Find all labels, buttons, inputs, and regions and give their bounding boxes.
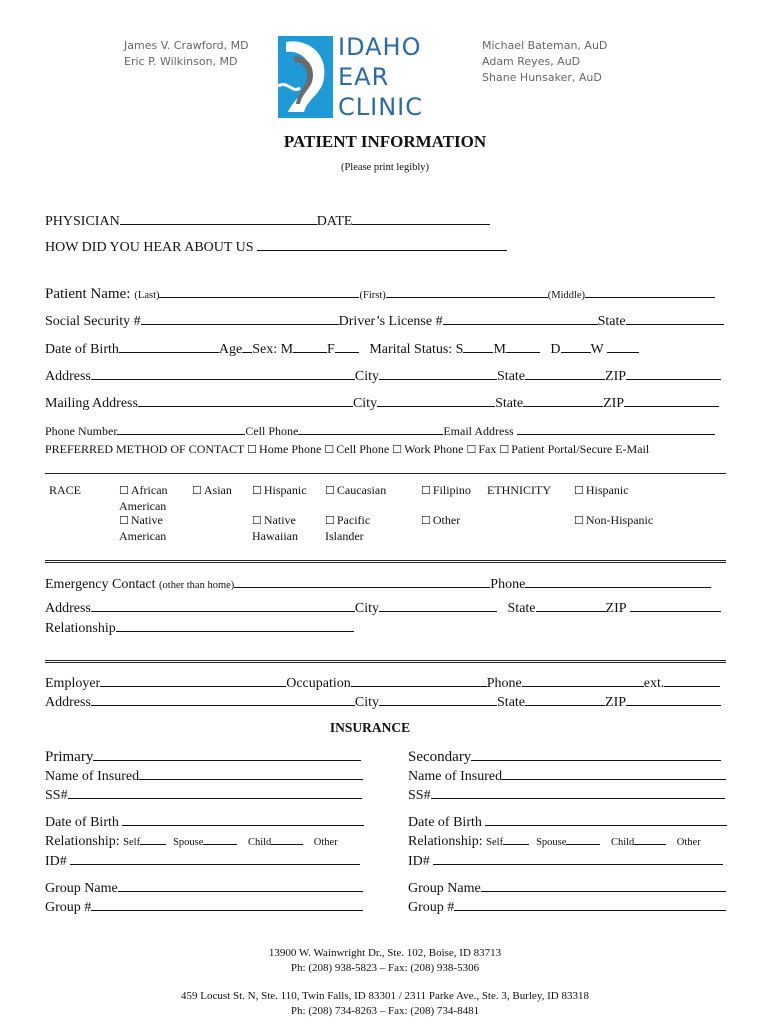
checkbox-icon: ☐ — [119, 485, 129, 497]
checkbox-fax[interactable]: ☐ — [466, 444, 477, 456]
race-option-african-american[interactable] — [119, 483, 189, 514]
employer-phone-field[interactable] — [522, 674, 644, 687]
mailing-label: Mailing Address — [45, 396, 138, 411]
sex-label: Sex: M — [252, 342, 294, 357]
emergency-address-field[interactable] — [91, 599, 355, 612]
zip-label: ZIP — [605, 369, 627, 384]
relationship-label: Relationship — [45, 621, 116, 636]
checkbox-portal[interactable]: ☐ — [499, 444, 510, 456]
child-label: Child — [610, 837, 635, 848]
dob-label: Date of Birth — [45, 815, 119, 830]
emergency-zip-label: ZIP — [605, 601, 626, 616]
ethnicity-option-label: Hispanic — [585, 483, 629, 497]
marital-w-field[interactable] — [607, 340, 639, 353]
emergency-state-field[interactable] — [536, 599, 606, 612]
checkbox-icon: ☐ — [252, 515, 262, 527]
date-field[interactable] — [352, 212, 490, 225]
race-option-label: African American — [119, 483, 168, 513]
dob-label: Date of Birth — [45, 342, 119, 357]
race-option-label: Hispanic — [263, 483, 307, 497]
marital-d-label: D — [550, 342, 561, 357]
other-label: Other — [313, 837, 338, 848]
employer-city-label: City — [354, 695, 380, 710]
primary-dob-field[interactable] — [122, 813, 364, 826]
secondary-self-field[interactable] — [503, 832, 529, 845]
race-option-label: Asian — [203, 483, 232, 497]
secondary-child-field[interactable] — [634, 832, 666, 845]
race-option-other[interactable] — [421, 513, 460, 529]
employer-label: Employer — [45, 676, 101, 691]
emergency-row — [45, 575, 711, 593]
secondary-field[interactable] — [471, 748, 721, 761]
mailing-city-field[interactable] — [377, 394, 495, 407]
dl-field[interactable] — [443, 312, 598, 325]
emergency-zip-field[interactable] — [630, 599, 721, 612]
secondary-label: Secondary — [408, 749, 472, 765]
primary-insurance — [45, 748, 364, 917]
audiologist-name: Adam Reyes, AuD — [482, 55, 581, 68]
emergency-city-label: City — [354, 601, 380, 616]
dl-label: Driver’s License # — [338, 314, 443, 329]
city-label: City — [354, 369, 380, 384]
emergency-state-label: State — [507, 601, 536, 616]
ethnicity-option-non-hispanic[interactable] — [574, 513, 653, 529]
phone-row — [45, 422, 715, 439]
group-no-label: Group # — [408, 900, 455, 915]
group-name-label: Group Name — [408, 881, 481, 896]
dob-label: Date of Birth — [408, 815, 482, 830]
middle-name-field[interactable] — [585, 285, 715, 298]
sex-f-label: F — [327, 342, 335, 357]
race-option-filipino[interactable] — [421, 483, 471, 499]
marital-m-label: M — [493, 342, 506, 357]
ss-label: SS# — [408, 788, 431, 803]
hear-label: HOW DID YOU HEAR ABOUT US — [45, 240, 254, 255]
primary-field[interactable] — [93, 748, 361, 761]
checkbox-icon: ☐ — [574, 515, 584, 527]
race-option-native-american[interactable] — [119, 513, 189, 544]
address-label: Address — [45, 369, 91, 384]
emergency-phone-field[interactable] — [525, 575, 711, 588]
divider — [45, 560, 726, 563]
group-name-label: Group Name — [45, 881, 118, 896]
mailing-zip-field[interactable] — [624, 394, 719, 407]
secondary-group-no-field[interactable] — [454, 898, 726, 911]
insured-label: Name of Insured — [408, 769, 503, 784]
age-label: Age — [218, 342, 243, 357]
contact-option: Home Phone — [259, 442, 322, 456]
checkbox-icon: ☐ — [325, 485, 335, 497]
patient-name-row — [45, 285, 715, 303]
checkbox-home[interactable]: ☐ — [247, 444, 258, 456]
footer-address: 13900 W. Wainwright Dr., Ste. 102, Boise, ID 83713 — [268, 947, 502, 959]
sex-f-field[interactable] — [335, 340, 359, 353]
mailing-state-label: State — [495, 396, 524, 411]
patient-name-label: Patient Name: — [45, 286, 131, 302]
ext-field[interactable] — [664, 674, 720, 687]
contact-option: Patient Portal/Secure E-Mail — [511, 442, 650, 456]
physician-field[interactable] — [120, 212, 317, 225]
self-label: Self — [486, 837, 504, 848]
primary-label: Primary — [45, 749, 94, 765]
race-option-hispanic[interactable] — [252, 483, 307, 499]
footer-phone: Ph: (208) 734-8263 – Fax: (208) 734-8481 — [290, 1005, 480, 1017]
race-option-caucasian[interactable] — [325, 483, 386, 499]
phone-field[interactable] — [117, 422, 245, 435]
phone-label: Phone Number — [45, 424, 118, 438]
race-option-label: Native Hawaiian — [252, 513, 298, 543]
mailing-row — [45, 394, 719, 412]
checkbox-cell[interactable]: ☐ — [324, 444, 335, 456]
primary-child-field[interactable] — [271, 832, 303, 845]
race-option-label: Pacific Islander — [325, 513, 371, 543]
employer-address-row — [45, 693, 721, 711]
id-label: ID# — [45, 854, 67, 869]
group-no-label: Group # — [45, 900, 92, 915]
checkbox-icon: ☐ — [252, 485, 262, 497]
employer-address-field[interactable] — [91, 693, 355, 706]
employer-state-field[interactable] — [525, 693, 605, 706]
relationship-label: Relationship: — [408, 834, 483, 849]
physician-row — [45, 212, 490, 230]
relationship-label: Relationship: — [45, 834, 120, 849]
checkbox-icon: ☐ — [325, 515, 335, 527]
emergency-address-label: Address — [45, 601, 91, 616]
dob-field[interactable] — [119, 340, 219, 353]
footer-twin-falls — [0, 989, 770, 1019]
primary-self-field[interactable] — [140, 832, 166, 845]
divider — [45, 473, 726, 474]
footer-phone: Ph: (208) 938-5823 – Fax: (208) 938-5306 — [290, 962, 480, 974]
emergency-note: (other than home) — [159, 580, 235, 591]
checkbox-work[interactable]: ☐ — [392, 444, 403, 456]
occupation-field[interactable] — [351, 674, 487, 687]
spouse-label: Spouse — [173, 837, 204, 848]
employer-zip-field[interactable] — [626, 693, 721, 706]
clinic-logo-icon — [278, 36, 333, 118]
primary-id-field[interactable] — [70, 852, 360, 865]
secondary-insured-field[interactable] — [502, 767, 726, 780]
email-field[interactable] — [517, 422, 715, 435]
employer-state-label: State — [497, 695, 526, 710]
race-option-label: Other — [432, 513, 461, 527]
physicians-right — [482, 38, 607, 86]
secondary-group-name-field[interactable] — [481, 879, 726, 892]
ss-label: SS# — [45, 788, 68, 803]
mailing-field[interactable] — [138, 394, 353, 407]
logo-word-2: EAR — [338, 63, 390, 91]
race-option-native-hawaiian[interactable] — [252, 513, 314, 544]
secondary-dob-field[interactable] — [485, 813, 727, 826]
cell-label: Cell Phone — [245, 424, 299, 438]
ext-label: ext. — [643, 676, 665, 691]
footer-address: 459 Locust St. N, Ste. 110, Twin Falls, ID 83301 / 2311 Parke Ave., Ste. 3, Burley, ID 83318 — [181, 990, 589, 1002]
mailing-zip-label: ZIP — [603, 396, 625, 411]
secondary-spouse-field[interactable] — [566, 832, 600, 845]
child-label: Child — [247, 837, 272, 848]
insured-label: Name of Insured — [45, 769, 140, 784]
mailing-city-label: City — [352, 396, 378, 411]
insurance-title: INSURANCE — [329, 720, 411, 735]
ethnicity-option-hispanic[interactable] — [574, 483, 629, 499]
state-field[interactable] — [525, 367, 605, 380]
secondary-ss-field[interactable] — [431, 786, 725, 799]
race-option-pacific-islander[interactable] — [325, 513, 385, 544]
audiologist-name: Michael Bateman, AuD — [482, 39, 608, 52]
emergency-city-field[interactable] — [379, 599, 497, 612]
marital-s-field[interactable] — [463, 340, 493, 353]
hear-field[interactable] — [257, 238, 507, 251]
checkbox-icon: ☐ — [421, 485, 431, 497]
preferred-contact-row — [45, 442, 649, 457]
ethnicity-label: ETHNICITY — [487, 483, 551, 497]
audiologist-name: Shane Hunsaker, AuD — [482, 71, 602, 84]
spouse-label: Spouse — [536, 837, 567, 848]
primary-insured-field[interactable] — [139, 767, 363, 780]
relationship-row — [45, 619, 354, 637]
secondary-insurance — [408, 748, 727, 917]
primary-group-no-field[interactable] — [91, 898, 363, 911]
last-label: (Last) — [134, 290, 160, 301]
logo-word-1: IDAHO — [338, 33, 422, 61]
primary-ss-field[interactable] — [68, 786, 362, 799]
ssn-row — [45, 312, 724, 330]
date-label: DATE — [316, 214, 353, 229]
email-label: Email Address — [443, 424, 514, 438]
checkbox-icon: ☐ — [192, 485, 202, 497]
address-row — [45, 367, 721, 385]
mailing-state-field[interactable] — [523, 394, 603, 407]
checkbox-icon: ☐ — [119, 515, 129, 527]
ethnicity-option-label: Non-Hispanic — [585, 513, 654, 527]
logo-word-3: CLINIC — [338, 93, 423, 121]
address-field[interactable] — [91, 367, 355, 380]
middle-label: (Middle) — [547, 290, 586, 301]
marital-w-label: W — [590, 342, 604, 357]
hear-row — [45, 238, 507, 256]
employer-city-field[interactable] — [379, 693, 497, 706]
employer-field[interactable] — [100, 674, 286, 687]
last-name-field[interactable] — [159, 285, 359, 298]
contact-option: Work Phone — [404, 442, 464, 456]
marital-d-field[interactable] — [561, 340, 591, 353]
primary-group-name-field[interactable] — [118, 879, 363, 892]
emergency-label: Emergency Contact — [45, 577, 156, 592]
employer-zip-label: ZIP — [605, 695, 627, 710]
secondary-id-field[interactable] — [433, 852, 723, 865]
page-subtitle: (Please print legibly) — [340, 162, 430, 173]
emergency-name-field[interactable] — [234, 575, 490, 588]
first-label: (First) — [359, 290, 386, 301]
checkbox-icon: ☐ — [574, 485, 584, 497]
city-field[interactable] — [379, 367, 497, 380]
page-title: PATIENT INFORMATION — [283, 132, 487, 151]
race-label: RACE — [49, 483, 82, 497]
dl-state-field[interactable] — [626, 312, 724, 325]
occupation-label: Occupation — [286, 676, 351, 691]
dl-state-label: State — [597, 314, 626, 329]
physician-name: Eric P. Wilkinson, MD — [124, 55, 238, 68]
employer-phone-label: Phone — [486, 676, 522, 691]
ssn-field[interactable] — [141, 312, 339, 325]
race-option-label: Caucasian — [336, 483, 387, 497]
ssn-label: Social Security # — [45, 314, 141, 329]
marital-label: Marital Status: S — [369, 342, 464, 357]
race-option-label: Filipino — [432, 483, 471, 497]
emergency-phone-label: Phone — [490, 577, 526, 592]
physicians-left — [124, 38, 249, 70]
other-label: Other — [676, 837, 701, 848]
checkbox-icon: ☐ — [421, 515, 431, 527]
emergency-address-row — [45, 599, 721, 617]
race-option-label: Native American — [119, 513, 167, 543]
marital-m-field[interactable] — [506, 340, 540, 353]
relationship-field[interactable] — [116, 619, 354, 632]
self-label: Self — [123, 837, 141, 848]
sex-m-field[interactable] — [293, 340, 327, 353]
physician-label: PHYSICIAN — [45, 214, 120, 229]
footer-boise — [0, 946, 770, 976]
clinic-logo-text — [338, 32, 423, 122]
contact-option: Fax — [478, 442, 497, 456]
age-field[interactable] — [242, 340, 252, 353]
contact-option: Cell Phone — [336, 442, 390, 456]
id-label: ID# — [408, 854, 430, 869]
employer-address-label: Address — [45, 695, 91, 710]
primary-spouse-field[interactable] — [203, 832, 237, 845]
cell-field[interactable] — [298, 422, 443, 435]
race-option-asian[interactable] — [192, 483, 232, 499]
preferred-label: PREFERRED METHOD OF CONTACT — [45, 442, 245, 456]
state-label: State — [497, 369, 526, 384]
employer-row — [45, 674, 720, 692]
divider — [45, 660, 726, 663]
physician-name: James V. Crawford, MD — [124, 39, 249, 52]
first-name-field[interactable] — [386, 285, 548, 298]
dob-row — [45, 340, 639, 358]
zip-field[interactable] — [626, 367, 721, 380]
